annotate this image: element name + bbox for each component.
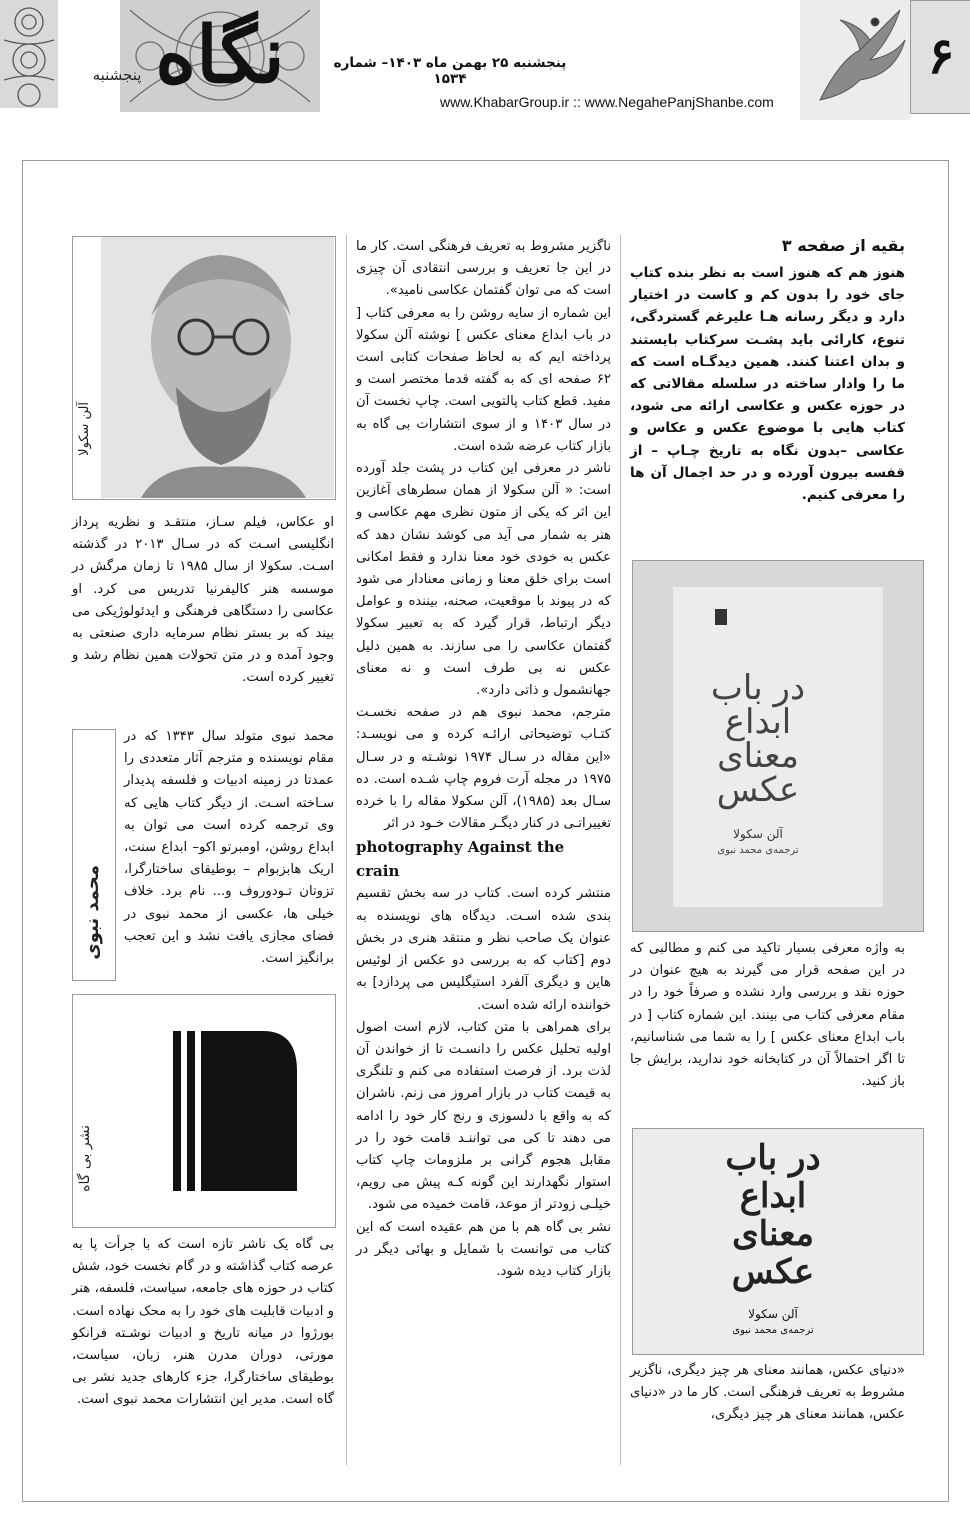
page-number: ۶ (927, 26, 955, 85)
book-cover-2-title-line: عکس (731, 1252, 815, 1292)
left-paragraph-3: بی گاه یک ناشر تازه است که با جرأت پا به عرصه کتاب گذاشته و در گام نخست خود، شش کتاب در حوزه های جامعه، سیاست، فلسفه، هنر و ادبیات قابلیت های خود را به محک نهاده است. بورژوا در میانه تاریخ و ادبیات نوشـته فرانکو مورتی، دوران مدرن هنر، زبان، سیاست، بوطیقای ساختارگرا، جزء کارهای جدید نشر بی گاه است. مدیر این انتشارات محمد نبوی است. (72, 1237, 334, 1408)
author-photo-frame (72, 236, 336, 500)
bird-icon (800, 0, 910, 120)
book-cover-1-translator: ترجمه‌ی محمد نبوی (717, 845, 799, 856)
right-paragraph-2: به واژه معرفی بسیار تاکید می کنم و مطالبی که در این صفحه قرار می گیرند به هیچ عنوان در حوزه نقد و بررسی وارد نشده و صرفاً خود را در مقام معرفی کتاب می بینند. این شماره کتاب [ در باب ابداع معنای عکس ] را به شما می شناسانیم، تا اگر احتمالاً آن در کتابخانه خود ندارید، برایش جا باز کنید. (630, 941, 905, 1090)
book-cover-1-title (693, 668, 823, 810)
logo-text: نگاه (155, 10, 285, 101)
middle-paragraph-2: این شماره از سایه روشن را به معرفی کتاب [ در باب ابداع معنای عکس ] نوشته آلن سکولا پرداخته ایم که به لحاظ صفحات کتابی است ۶۲ صفحه ای که به گفته قدما مختصر است و مفید. قطع کتاب پالتویی است. چاپ نخست آن در سال ۱۴۰۳ و از سوی انتشارات بی گاه به بازار کتاب عرضه شده است. (356, 305, 611, 454)
translator-label: محمد نبوی (82, 865, 103, 960)
ornament-left-icon (0, 0, 60, 110)
publisher-logo-frame (72, 994, 336, 1228)
middle-column (356, 236, 611, 1283)
left-paragraph-1: او عکاس، فیلم سـاز، منتقـد و نظریه پرداز انگلیسی اسـت که در سـال ۲۰۱۳ در گذشته اسـت. سکولا از سال ۱۹۸۵ تا زمان مرگش در موسسه هنر کالیفرنیا تدریس می کرد. او عکاسی را دستگاهی فرهنگی و ایدئولوژیکی می بیند که بر بستر نظام سرمایه داری صنعتی به وجود آمده و در متن تحولات همین نظام رشد و تغییر کرده است. (72, 515, 334, 686)
middle-paragraph-4a: مترجم، محمد نبوی هم در صفحه نخسـت کتـاب توضیحاتی ارائـه کرده و می نویسـد: «این مقاله در سـال ۱۹۷۴ نوشـته و در سـال ۱۹۷۵ در مجله آرت فروم چاپ شـده است. ده سـال بعد (۱۹۸۵)، آلن سکولا مقاله را با خرده تغییراتـی در کنار دیگـر مقالات خـود در اثر (356, 705, 611, 832)
book-cover-2-title-line: ابداع (739, 1176, 807, 1216)
author-photo-caption: آلن سکولا (77, 402, 92, 456)
book-cover-1-title-line: ابداع (724, 702, 792, 742)
left-paragraph-2: محمد نبوی متولد سال ۱۳۴۳ که در مقام نویسنده و مترجم آثار متعددی را عمدتا در زمینه ادبیات و فلسفه پدیدار سـاخته اسـت. از دیگر کتاب هایی که وی ترجمه کرده است می توان به ابداع روشن، اومبرتو اکو– ابداع سنت، اریک هابزبوام – بوطیقای ساختارگرا، تزوتان تـودوروف و... نام برد. خلاف خیلی ها، عکسی از محمد نبوی در فضای مجازی یافت نشد و این تعجب برانگیز است. (124, 729, 334, 967)
right-paragraph-3: «دنیای عکس، همانند معنای هر چیز دیگری، ناگزیر مشروط به تعریف فرهنگی است. کار ما در «دنیای عکس، همانند معنای هر چیز دیگری، (630, 1363, 905, 1423)
column-divider-right (620, 235, 621, 1465)
middle-paragraph-4b: منتشر کرده است. کتاب در سه بخش تقسیم بندی شده اسـت. دیدگاه های نویسنده به عنوان یک صاحب نظر و منتقد هنری در بخش دوم [کتاب که به بررسی دو عکس از لوئیس هاین و دیگری آلفرد استیگلیس می پردازد] به خواننده ارائه شده است. (356, 886, 611, 1013)
author-portrait-icon (101, 237, 334, 498)
right-paragraph-1: هنوز هم که هنوز است به نظر بنده کتاب جای خود را بدون کم و کاست در اختیار دارد و دیگر رسانه هـا علیرغم گستردگی، تنوع، کارائی باید پشـت سرکتاب بایستند و بدان اعتنا کنند. همین دیدگـاه است که ما را وادار ساخته در سلسله مقالاتی که در حوزه عکس و عکاسی ارائه می شود، کتاب هایی با موضوع عکس و عکاس و عکاسی –بدون نگاه به تاریخ چـاپ – از قفسه بیرون آورده و در حد اجمال آن ها را معرفی کنیم. (630, 265, 905, 504)
publisher-logo-icon (173, 1031, 297, 1191)
website-links[interactable]: www.KhabarGroup.ir :: www.NegahePanjShanbe.com (440, 94, 774, 110)
book-cover-1-title-line: عکس (716, 770, 800, 810)
publisher-logo-caption: نشر بی گاه (77, 1125, 93, 1192)
column-divider-left (346, 235, 347, 1465)
book-cover-1 (632, 560, 924, 932)
middle-paragraph-3: ناشر در معرفی این کتاب در پشت جلد آورده است: « آلن سکولا از همان سطرهای آغازین این اثر که یکی از متون نظری مهم عکاسی و هنر به شمار می آید می کوشد نشان دهد که عکس به خودی خود معنا ندارد و فقط امکانی است برای خلق معنا و زمانی معنادار می شود که در پیوند با موقعیت، صحنه، بیننده و عوامل دیگر ارتباط، قرار گیرد که به تعبیر سکولا گفتمان عکاسی را می سازند. به همین دلیل عکس نه بی طرف است و نه معنای جهانشمول و ذاتی دارد». (356, 461, 611, 699)
book-cover-1-author: آلن سکولا (733, 827, 783, 841)
middle-paragraph-5: برای همراهی با متن کتاب، لازم است اصول اولیه تحلیل عکس را دانسـت تا از خواندن آن لذت برد. از فرصت استفاده می کنم و تلنگری به قیمت کتاب در بازار امروز می زنم. ناشران که به واقع با دلسوزی و رنج کار خود را ادامه می دهند تا کی می تواننـد قامت خود را در مقابل هجوم گرانی بر ملزومات چاپ کتاب استوار نگهدارند این گونه کـه پیش می رویم، خیلـی زودتر از موعد، قامت خمیده می شود. (356, 1019, 611, 1213)
book-cover-2 (632, 1128, 924, 1355)
book-cover-1-title-line: در باب (710, 668, 806, 708)
book-cover-2-translator: ترجمه‌ی محمد نبوی (732, 1325, 814, 1336)
book-cover-2-title (693, 1139, 853, 1291)
middle-paragraph-1: ناگزیر مشروط به تعریف فرهنگی است. کار ما در این جا تعریف و بررسی انتقادی آن چیزی است که می توان گفتمان عکاسی نامید». (356, 239, 611, 299)
page-number-box (910, 0, 970, 114)
book-cover-2-title-line: در باب (725, 1138, 821, 1178)
book-cover-1-mark (715, 609, 727, 625)
logo-subtitle: پنجشنبه (92, 66, 142, 84)
book-cover-2-title-line: معنای (732, 1214, 814, 1254)
book-cover-2-author: آلن سکولا (748, 1307, 798, 1321)
header (0, 0, 970, 125)
book-cover-1-title-line: معنای (717, 736, 799, 776)
section-heading: بقیه از صفحه ۳ (781, 236, 905, 255)
english-book-title: photography Against the crain (356, 838, 565, 881)
middle-paragraph-6: نشر بی گاه هم با من هم عقیده است که این کتاب می توانست با شمایل و بهائی دیگر در بازار کتاب دیده شود. (356, 1219, 611, 1279)
date-line: پنجشنبه ۲۵ بهمن ماه ۱۴۰۳– شماره ۱۵۳۴ (333, 55, 567, 87)
translator-box (72, 729, 116, 981)
